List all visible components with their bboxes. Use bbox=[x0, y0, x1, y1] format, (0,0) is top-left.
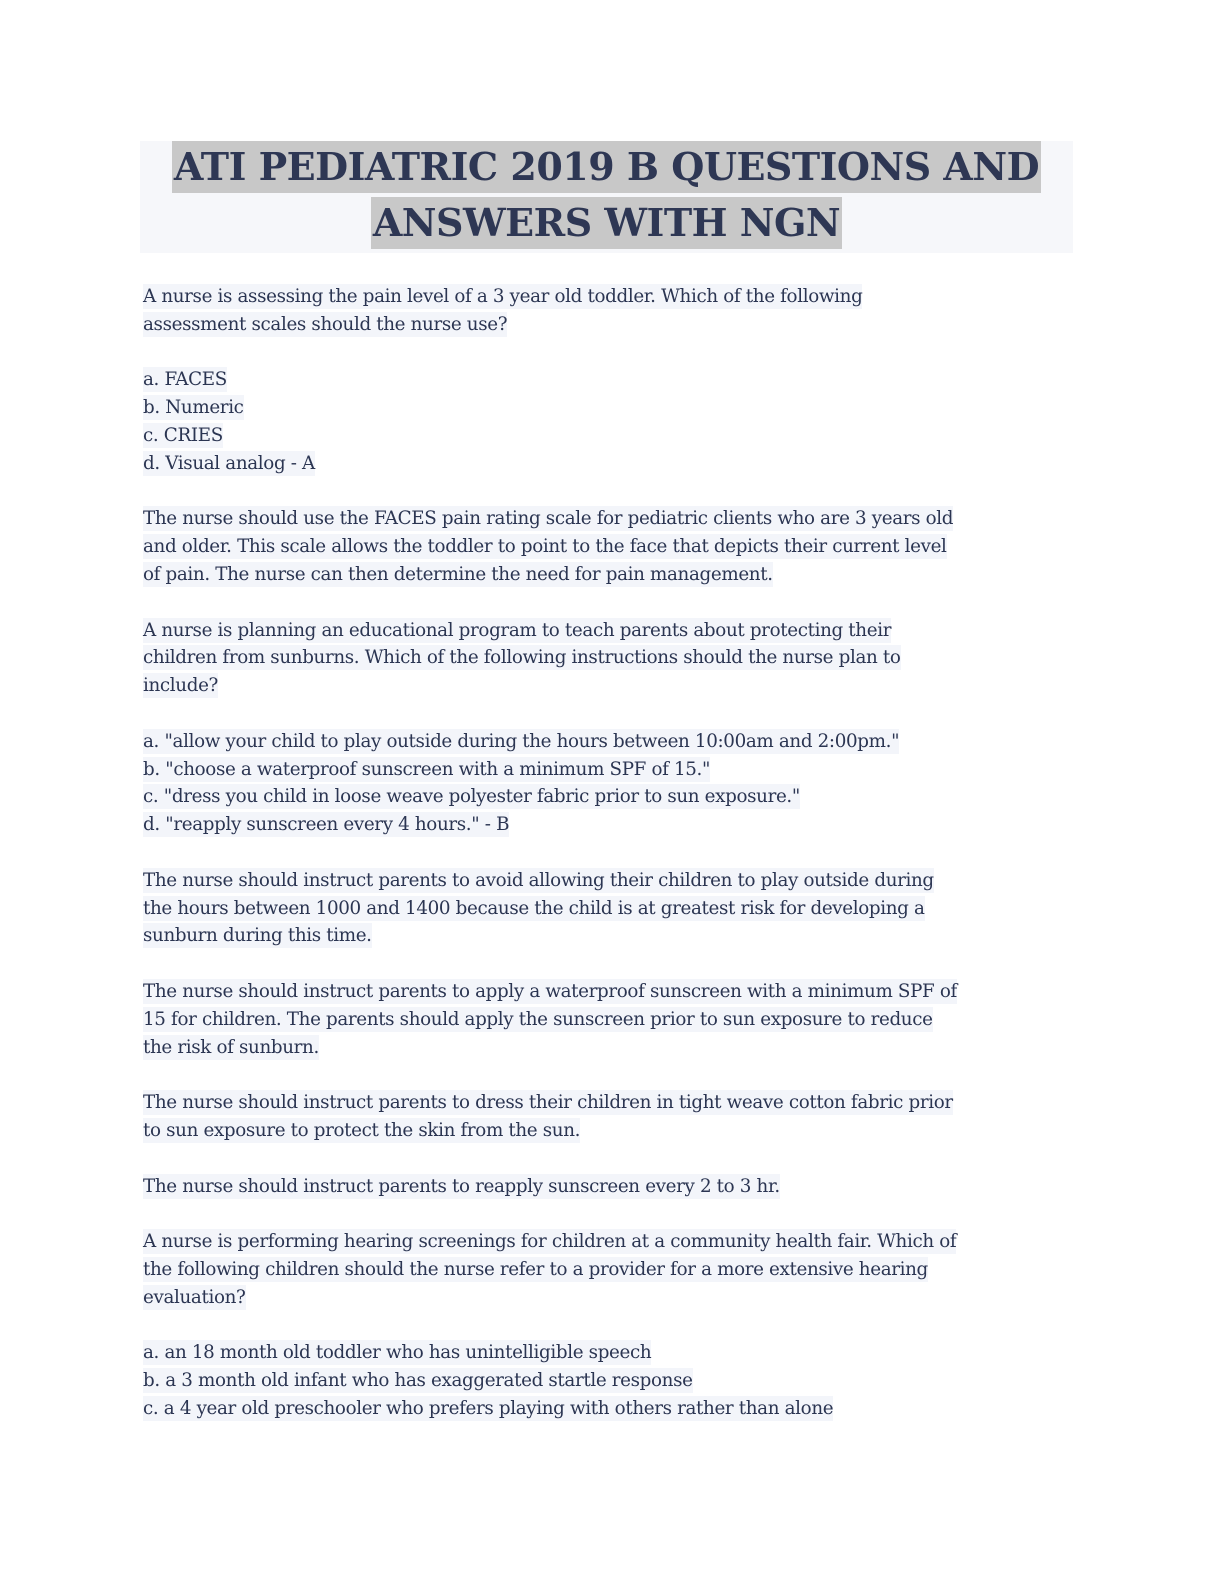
text-line bbox=[143, 533, 1083, 561]
paragraph bbox=[143, 867, 1083, 950]
text-line bbox=[143, 867, 1083, 895]
text-line bbox=[143, 366, 1083, 394]
text-line-content: The nurse should instruct parents to reapply sunscreen every 2 to 3 hr. bbox=[143, 1175, 780, 1197]
text-line-content: a. FACES bbox=[143, 369, 227, 391]
text-line bbox=[143, 1117, 1083, 1145]
text-line-content: The nurse should use the FACES pain rating scale for pediatric clients who are 3 years old bbox=[143, 508, 954, 530]
paragraph-gap bbox=[143, 1145, 1083, 1173]
text-line-content: A nurse is planning an educational program to teach parents about protecting their bbox=[143, 619, 892, 641]
paragraph bbox=[143, 728, 1083, 839]
paragraph bbox=[143, 1228, 1083, 1311]
text-line bbox=[143, 1284, 1083, 1312]
text-line-content: b. Numeric bbox=[143, 397, 244, 419]
text-line bbox=[143, 672, 1083, 700]
text-line bbox=[143, 1228, 1083, 1256]
text-line bbox=[143, 1006, 1083, 1034]
text-line-content: the risk of sunburn. bbox=[143, 1036, 319, 1058]
text-line bbox=[143, 1089, 1083, 1117]
text-line-content: a. an 18 month old toddler who has unintelligible speech bbox=[143, 1342, 652, 1364]
paragraph-gap bbox=[143, 478, 1083, 506]
text-line bbox=[143, 1339, 1083, 1367]
paragraph bbox=[143, 1339, 1083, 1422]
title-line-1: ATI PEDIATRIC 2019 B QUESTIONS AND bbox=[172, 141, 1041, 193]
text-line bbox=[143, 644, 1083, 672]
text-line bbox=[143, 811, 1083, 839]
text-line-content: the following children should the nurse refer to a provider for a more extensive hearing bbox=[143, 1258, 928, 1280]
text-line bbox=[143, 895, 1083, 923]
text-line bbox=[143, 922, 1083, 950]
text-line bbox=[143, 1367, 1083, 1395]
text-line-content: The nurse should instruct parents to apply a waterproof sunscreen with a minimum SPF of bbox=[143, 980, 957, 1002]
text-line bbox=[143, 1173, 1083, 1201]
text-line-content: children from sunburns. Which of the following instructions should the nurse plan to bbox=[143, 647, 901, 669]
paragraph bbox=[143, 283, 1083, 339]
text-line bbox=[143, 283, 1083, 311]
text-line bbox=[143, 1034, 1083, 1062]
text-line bbox=[143, 617, 1083, 645]
text-line-content: of pain. The nurse can then determine the need for pain management. bbox=[143, 563, 773, 585]
text-line-content: the hours between 1000 and 1400 because the child is at greatest risk for developing a bbox=[143, 897, 925, 919]
text-line-content: d. "reapply sunscreen every 4 hours." - B bbox=[143, 814, 510, 836]
paragraph-gap bbox=[143, 839, 1083, 867]
text-line-content: The nurse should instruct parents to avoid allowing their children to play outside during bbox=[143, 869, 934, 891]
text-line-content: b. "choose a waterproof sunscreen with a minimum SPF of 15." bbox=[143, 758, 711, 780]
text-line-content: A nurse is assessing the pain level of a 3 year old toddler. Which of the following bbox=[143, 286, 863, 307]
text-line bbox=[143, 422, 1083, 450]
text-line-content: d. Visual analog - A bbox=[143, 452, 315, 474]
text-line bbox=[143, 561, 1083, 589]
paragraph-gap bbox=[143, 1311, 1083, 1339]
document-body bbox=[143, 283, 1083, 1423]
text-line-content: 15 for children. The parents should apply the sunscreen prior to sun exposure to reduce bbox=[143, 1008, 933, 1030]
paragraph bbox=[143, 505, 1083, 588]
text-line-content: b. a 3 month old infant who has exaggerated startle response bbox=[143, 1370, 693, 1392]
text-line bbox=[143, 783, 1083, 811]
paragraph-gap bbox=[143, 950, 1083, 978]
paragraph bbox=[143, 617, 1083, 700]
text-line bbox=[143, 450, 1083, 478]
text-line bbox=[143, 728, 1083, 756]
paragraph-gap bbox=[143, 1200, 1083, 1228]
text-line-content: sunburn during this time. bbox=[143, 925, 372, 947]
text-line bbox=[143, 1395, 1083, 1423]
text-line-content: evaluation? bbox=[143, 1286, 246, 1308]
paragraph-gap bbox=[143, 700, 1083, 728]
paragraph bbox=[143, 366, 1083, 477]
text-line bbox=[143, 505, 1083, 533]
text-line-content: c. a 4 year old preschooler who prefers playing with others rather than alone bbox=[143, 1397, 834, 1419]
paragraph-gap bbox=[143, 1061, 1083, 1089]
text-line bbox=[143, 756, 1083, 784]
text-line-content: The nurse should instruct parents to dress their children in tight weave cotton fabric prior bbox=[143, 1092, 953, 1114]
paragraph bbox=[143, 1173, 1083, 1201]
text-line bbox=[143, 311, 1083, 339]
text-line-content: to sun exposure to protect the skin from the sun. bbox=[143, 1119, 581, 1141]
text-line-content: a. "allow your child to play outside during the hours between 10:00am and 2:00pm." bbox=[143, 730, 900, 752]
paragraph bbox=[143, 978, 1083, 1061]
text-line bbox=[143, 1256, 1083, 1284]
paragraph bbox=[143, 1089, 1083, 1145]
text-line-content: A nurse is performing hearing screenings for children at a community health fair. Which of bbox=[143, 1231, 957, 1253]
text-line-content: c. "dress you child in loose weave polyester fabric prior to sun exposure." bbox=[143, 786, 800, 808]
title-line-2: ANSWERS WITH NGN bbox=[371, 197, 842, 249]
text-line bbox=[143, 978, 1083, 1006]
text-line-content: assessment scales should the nurse use? bbox=[143, 313, 508, 335]
text-line-content: include? bbox=[143, 675, 219, 697]
text-line-content: c. CRIES bbox=[143, 424, 223, 446]
paragraph-gap bbox=[143, 589, 1083, 617]
paragraph-gap bbox=[143, 339, 1083, 367]
text-line-content: and older. This scale allows the toddler to point to the face that depicts their current level bbox=[143, 536, 947, 558]
text-line bbox=[143, 394, 1083, 422]
document-title bbox=[140, 141, 1073, 253]
